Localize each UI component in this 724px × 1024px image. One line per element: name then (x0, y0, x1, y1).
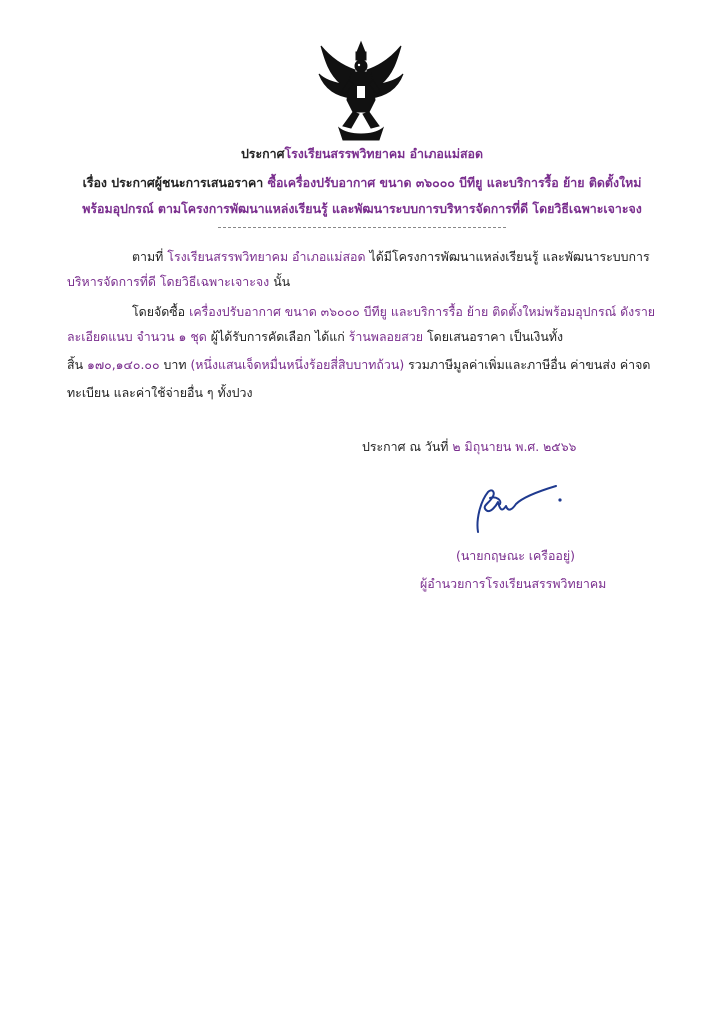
price-words: (หนึ่งแสนเจ็ดหมื่นหนึ่งร้อยสี่สิบบาทถ้วน) (190, 357, 405, 372)
p2-vendor: ร้านพลอยสวย (348, 329, 424, 344)
announcement-date (362, 438, 576, 456)
header-separator (218, 227, 506, 228)
p3-end: รวมภาษีมูลค่าเพิ่มและภาษีอื่น ค่าขนส่ง ค่าจด (408, 357, 651, 372)
date-prefix: ประกาศ ณ วันที่ (362, 439, 449, 454)
price-unit: บาท (163, 357, 187, 372)
school-name: โรงเรียนสรรพวิทยาคม อำเภอแม่สอด (284, 146, 484, 161)
paragraph-2-line-1 (132, 303, 655, 321)
paragraph-1-line-2 (67, 273, 290, 291)
signer-title (420, 575, 606, 593)
p1-school: โรงเรียนสรรพวิทยาคม อำเภอแม่สอด (167, 249, 366, 264)
p3-prefix: สิ้น (67, 357, 84, 372)
price-amount: ๑๗๐,๑๔๐.๐๐ (87, 357, 160, 372)
p2-item: เครื่องปรับอากาศ ขนาด ๓๖๐๐๐ บีทียู และบริการรื้อ ย้าย ติดตั้งใหม่พร้อมอุปกรณ์ ดังราย (189, 304, 656, 319)
subject-item: ซื้อเครื่องปรับอากาศ ขนาด ๓๖๐๐๐ บีทียู และบริการรื้อ ย้าย ติดตั้งใหม่ (267, 175, 642, 190)
subject-line-1 (0, 174, 724, 192)
signer-name (456, 547, 575, 565)
signer-name-text: (นายกฤษณะ เครืออยู่) (456, 548, 575, 563)
paragraph-2-line-4: ทะเบียน และค่าใช้จ่ายอื่น ๆ ทั้งปวง (67, 385, 253, 400)
subject-line-2: พร้อมอุปกรณ์ ตามโครงการพัฒนาแหล่งเรียนรู้ และพัฒนาระบบการบริหารจัดการที่ดี โดยวิธีเฉพาะเจาะจง (82, 201, 642, 216)
p1-mid: ได้มีโครงการพัฒนาแหล่งเรียนรู้ และพัฒนาระบบการ (369, 249, 650, 264)
p2-prefix: โดยจัดซื้อ (132, 304, 186, 319)
paragraph-2-line-2 (67, 328, 563, 346)
subject-label: เรื่อง ประกาศผู้ชนะการเสนอราคา (82, 175, 264, 190)
garuda-emblem-icon (313, 40, 409, 144)
paragraph-1-line-1 (132, 248, 650, 266)
p1-prefix: ตามที่ (132, 249, 164, 264)
announce-prefix: ประกาศ (240, 146, 285, 161)
p2-detail: ละเอียดแนบ จำนวน ๑ ชุด (67, 329, 207, 344)
announcement-title (0, 145, 724, 163)
signer-title-text: ผู้อำนวยการโรงเรียนสรรพวิทยาคม (420, 576, 607, 591)
p2-selected: ผู้ได้รับการคัดเลือก ได้แก่ (210, 329, 345, 344)
paragraph-2-line-3 (67, 356, 650, 374)
p2-offer: โดยเสนอราคา เป็นเงินทั้ง (427, 329, 564, 344)
p1-suffix: นั้น (273, 274, 291, 289)
handwritten-signature (466, 484, 566, 534)
p1-line2: บริหารจัดการที่ดี โดยวิธีเฉพาะเจาะจง (67, 274, 270, 289)
date-value: ๒ มิถุนายน พ.ศ. ๒๕๖๖ (452, 439, 577, 454)
